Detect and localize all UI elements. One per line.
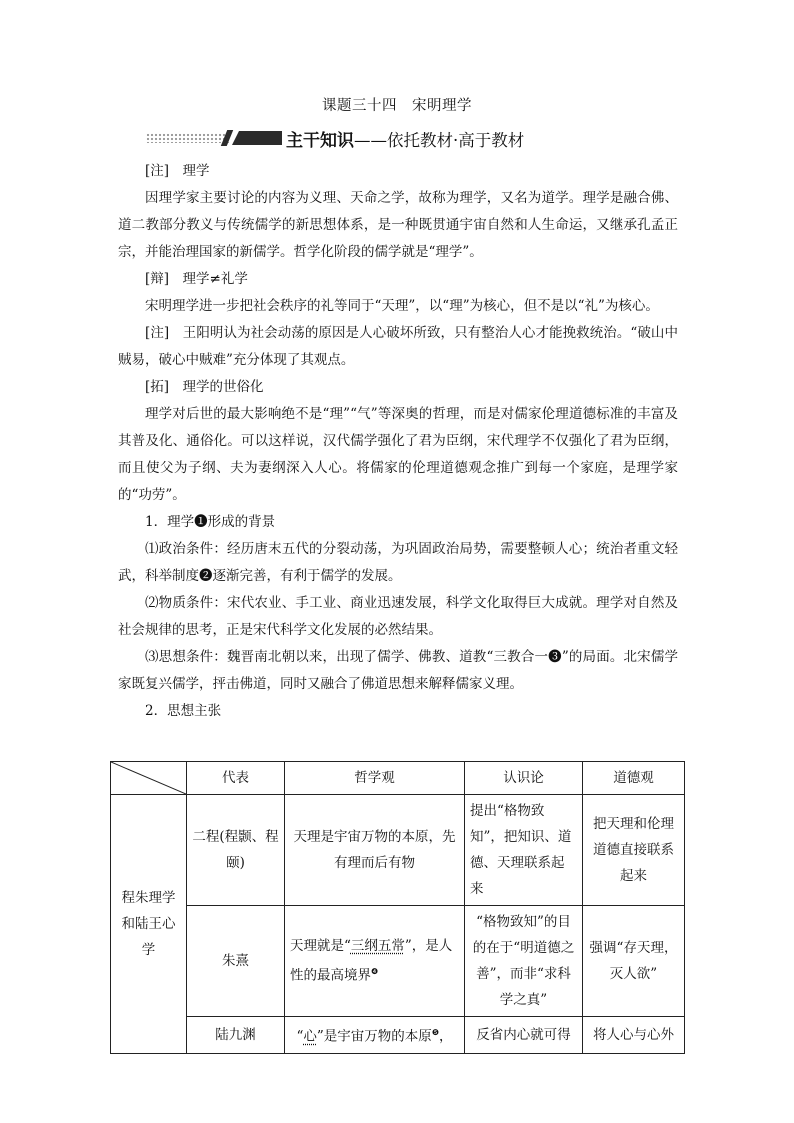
header-rep: 代表 <box>187 762 285 795</box>
paragraph-material: ⑵物质条件：宋代农业、手工业、商业迅速发展，科学文化取得巨大成就。理学对自然及社会规律的思考，正是宋代科学文化发展的必然结果。 <box>118 595 678 638</box>
header-epistemology: 认识论 <box>465 762 583 795</box>
cell-epistemology: 反省内心就可得 <box>465 1017 583 1054</box>
cell-rep: 陆九渊 <box>187 1017 285 1054</box>
table-row <box>111 1017 685 1054</box>
cell-epistemology: 提出“格物致知”，把知识、道德、天理联系起来 <box>465 795 583 906</box>
footnote-marker: ❹ <box>371 967 379 977</box>
cell-philosophy <box>285 1017 465 1054</box>
paragraph-lixue-definition: 因理学家主要讨论的内容为义理、天命之学，故称为理学，又名为道学。理学是融合佛、道二教部分教义与传统儒学的新思想体系，是一种既贯通宇宙自然和人生命运，又继承孔孟正宗，并能治理国家的新儒学。哲学化阶段的儒学就是“理学”。 <box>118 190 678 260</box>
cell-ethics: 强调“存天理，灭人欲” <box>583 906 685 1017</box>
text-fragment: ”，是人性的最高境界 <box>290 938 453 984</box>
section-heading-ideas: 2．思想主张 <box>145 703 222 719</box>
table-row <box>111 795 685 906</box>
footnote-marker: ❺ <box>431 1028 439 1037</box>
paragraph-wang-yangming: [注] 王阳明认为社会动荡的原因是人心破坏所致，只有整治人心才能挽救统治。“破山中贼易，破心中贼难”充分体现了其观点。 <box>118 325 678 368</box>
table-header-row <box>111 762 685 795</box>
header-ethics: 道德观 <box>583 762 685 795</box>
note-heading-tuo: [拓] 理学的世俗化 <box>145 379 264 395</box>
banner-sub-label: ——依托教材·高于教材 <box>354 131 525 150</box>
cell-ethics: 把天理和伦理道德直接联系起来 <box>583 795 685 906</box>
banner-text <box>286 126 524 151</box>
section-heading-background: 1．理学❶形成的背景 <box>145 514 276 530</box>
note-heading-bian: [辩] 理学≠礼学 <box>145 271 248 287</box>
note-heading-lixue: [注] 理学 <box>145 163 210 179</box>
text-fragment: ”是宇宙万物的本原 <box>316 1028 432 1045</box>
section-banner <box>146 126 666 154</box>
paragraph-political: ⑴政治条件：经历唐末五代的分裂动荡，为巩固政治局势，需要整顿人心；统治者重文轻武，科举制度❷逐渐完善，有利于儒学的发展。 <box>118 541 678 584</box>
cell-rep: 朱熹 <box>187 906 285 1017</box>
banner-bar-decoration <box>232 131 282 145</box>
paragraph-ideological: ⑶思想条件：魏晋南北朝以来，出现了儒学、佛教、道教“三教合一❸”的局面。北宋儒学家既复兴儒学，抨击佛道，同时又融合了佛道思想来解释儒家义理。 <box>118 649 678 692</box>
cell-philosophy: 天理是宇宙万物的本原，先有理而后有物 <box>285 795 465 906</box>
cell-philosophy <box>285 906 465 1017</box>
banner-dots-decoration <box>146 133 230 143</box>
paragraph-bian: 宋明理学进一步把社会秩序的礼等同于“天理”，以“理”为核心，但不是以“礼”为核心。 <box>145 298 659 314</box>
text-fragment: ， <box>438 1028 453 1045</box>
body-text <box>118 158 678 725</box>
paragraph-secularization: 理学对后世的最大影响绝不是“理”“气”等深奥的哲理，而是对儒家伦理道德标准的丰富及其普及化、通俗化。可以这样说，汉代儒学强化了君为臣纲，宋代理学不仅强化了君为臣纲，而且使父为子纲、夫为妻纲深入人心。将儒家的伦理道德观念推广到每一个家庭，是理学家的“功劳”。 <box>118 406 678 503</box>
cell-ethics: 将人心与心外 <box>583 1017 685 1054</box>
text-fragment: “ <box>296 1028 304 1045</box>
text-fragment: 天理就是“ <box>290 938 351 955</box>
table-row <box>111 906 685 1017</box>
banner-main-label: 主干知识 <box>286 131 354 151</box>
diagonal-line <box>111 762 186 794</box>
lesson-title: 课题三十四 宋明理学 <box>322 98 472 114</box>
header-philosophy: 哲学观 <box>285 762 465 795</box>
underlined-term: 心 <box>303 1028 317 1045</box>
cell-epistemology: “格物致知”的目的在于“明道德之善”，而非“求科学之真” <box>465 906 583 1017</box>
underlined-term: 三纲五常 <box>350 938 405 955</box>
cell-rep: 二程(程颢、程颐) <box>187 795 285 906</box>
ideas-table <box>110 761 685 1054</box>
group-label-cell: 程朱理学和陆王心学 <box>111 795 187 1054</box>
diagonal-header-cell <box>111 762 187 795</box>
